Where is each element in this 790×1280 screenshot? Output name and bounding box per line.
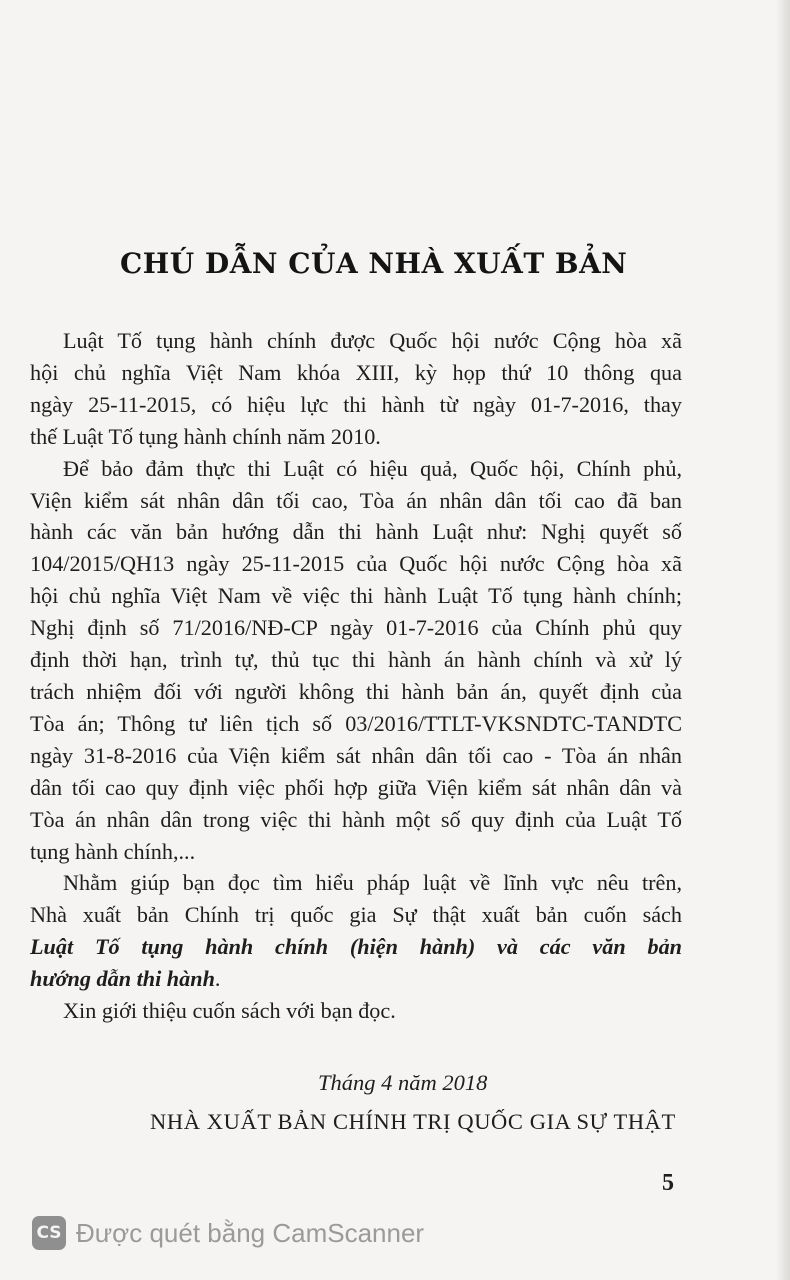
signature-date: Tháng 4 năm 2018 [318,1070,488,1095]
paragraph-1 [30,325,682,453]
text-line: thế Luật Tố tụng hành chính năm 2010. [30,423,381,449]
text-line: Xin giới thiệu cuốn sách với bạn đọc. [63,998,396,1024]
foreword-body [30,325,682,1027]
text-line: Tòa án; Thông tư liên tịch số 03/2016/TTLT-VKSNDTC-TANDTC [30,710,682,736]
text-line: hành các văn bản hướng dẫn thi hành Luật như: Nghị quyết số [30,519,682,545]
text-line: Nghị định số 71/2016/NĐ-CP ngày 01-7-2016 của Chính phủ quy [30,615,682,641]
book-title-line: Luật Tố tụng hành chính (hiện hành) và các văn bản [30,934,682,960]
text-line: Nhà xuất bản Chính trị quốc gia Sự thật xuất bản cuốn sách [30,902,682,928]
camscanner-logo-icon: CS [32,1216,66,1250]
text-line: hội chủ nghĩa Việt Nam khóa XIII, kỳ họp thứ 10 thông qua [30,359,682,385]
text-line: ngày 31-8-2016 của Viện kiểm sát nhân dân tối cao - Tòa án nhân [30,742,682,768]
page-number: 5 [662,1170,674,1196]
text-line: dân tối cao quy định việc phối hợp giữa Viện kiểm sát nhân dân và [30,774,682,800]
text-line [30,963,682,995]
paragraph-4 [30,995,682,1027]
text-line: Tòa án nhân dân trong việc thi hành một số quy định của Luật Tố [30,806,682,832]
watermark-text: Được quét bằng CamScanner [76,1217,425,1248]
text-line: trách nhiệm đối với người không thi hành bản án, quyết định của [30,678,682,704]
camscanner-watermark [32,1216,424,1250]
paragraph-2 [30,453,682,868]
book-title-end: hướng dẫn thi hành [30,966,215,992]
text-line: Nhằm giúp bạn đọc tìm hiểu pháp luật về lĩnh vực nêu trên, [63,870,682,896]
publisher-name: NHÀ XUẤT BẢN CHÍNH TRỊ QUỐC GIA SỰ THẬT [150,1109,676,1134]
text-line: định thời hạn, trình tự, thủ tục thi hành án hành chính và xử lý [30,647,682,673]
text-line: Viện kiểm sát nhân dân tối cao, Tòa án nhân dân tối cao đã ban [30,487,682,513]
text-line: ngày 25-11-2015, có hiệu lực thi hành từ ngày 01-7-2016, thay [30,391,682,417]
text-line: Để bảo đảm thực thi Luật có hiệu quả, Quốc hội, Chính phủ, [63,455,682,481]
text-line: Luật Tố tụng hành chính được Quốc hội nước Cộng hòa xã [63,328,682,353]
page-title: CHÚ DẪN CỦA NHÀ XUẤT BẢN [120,247,628,280]
sentence-end: . [214,966,221,992]
paragraph-3 [30,867,682,995]
text-line: hội chủ nghĩa Việt Nam về việc thi hành Luật Tố tụng hành chính; [30,583,682,609]
page-edge-shadow [776,0,790,1280]
text-line: 104/2015/QH13 ngày 25-11-2015 của Quốc hội nước Cộng hòa xã [30,551,682,577]
text-line: tụng hành chính,... [30,838,196,864]
